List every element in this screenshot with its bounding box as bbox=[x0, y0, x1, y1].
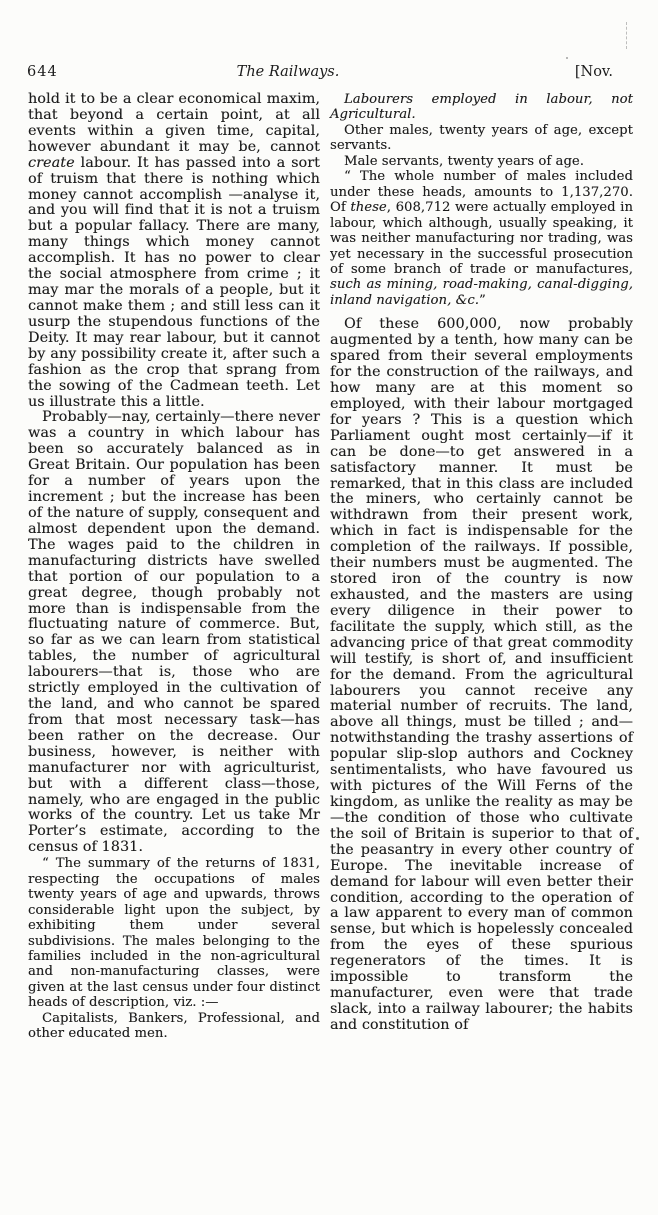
running-head bbox=[0, 64, 658, 86]
paragraph bbox=[330, 169, 633, 308]
text-run: Other males, twenty years of age, except servants. bbox=[330, 122, 633, 154]
text-run: Labourers employed in labour, not Agricultural. bbox=[330, 92, 633, 123]
paragraph bbox=[28, 410, 320, 856]
page-number: 644 bbox=[27, 64, 58, 80]
text-run: these bbox=[350, 200, 387, 216]
paragraph bbox=[330, 154, 633, 169]
text-run: Male servants, twenty years of age. bbox=[344, 153, 585, 169]
text-run: labour. It has passed into a sort of truism that there is nothing which money cannot accomplish —analyse it, and you will find that it is not a truism but a popular fallacy. There are many, many things which money cannot accomplish. It has no power to clear the social atmosphere from crime ; it may mar the morals of a people, but it cannot make them ; and still less can it usurp the stupendous functions of the Deity. It may rear labour, but it cannot by any possibility create it, after such a fashion as the crop that sprang from the sowing of the Cadmean teeth. Let us illustrate this a little. bbox=[28, 154, 320, 410]
scan-artifact-margin-dot bbox=[636, 837, 639, 840]
text-run: hold it to be a clear economical maxim, that beyond a certain point, at all events within a given time, capital, however abundant it may be, cannot bbox=[28, 91, 320, 155]
text-run: create bbox=[28, 154, 75, 171]
text-run: “ The whole number of males included under these heads, amounts to 1,137,270. Of bbox=[330, 169, 633, 216]
paragraph bbox=[28, 92, 320, 410]
text-run: Capitalists, Bankers, Professional, and other educated men. bbox=[28, 1010, 320, 1042]
paragraph bbox=[330, 92, 633, 123]
paragraph bbox=[330, 317, 633, 1033]
paragraph bbox=[28, 1011, 320, 1042]
page-title: The Railways. bbox=[236, 64, 340, 80]
text-run: Of these 600,000, now probably augmented by a tenth, how many can be spared from their several employments for the construction of the railways, and how many are at this moment so employed, with their labour mortgaged for years ? This is a question which Parliament ought most certainly—if it can be done—to get answered in a satisfactory manner. It must be remarked, that in this class are included the miners, who certainly cannot be withdrawn from their present work, which in fact is indispensable for the completion of the railways. If possible, their numbers must be augmented. The stored iron of the country is now exhausted, and the masters are using every diligence in their power to facilitate the supply, which still, as the advancing price of that great commodity will testify, is short of, and insufficient for the demand. From the agricultural labourers you cannot receive any material number of recruits. The land, above all things, must be tilled ; and—notwithstanding the trashy assertions of popular slip-slop authors and Cockney sentimentalists, who have favoured us with pictures of the Will Ferns of the kingdom, as unlike the reality as may be—the condition of those who cultivate the soil of Britain is superior to that of the peasantry in every other country of Europe. The inevitable increase of demand for labour will even better their condition, according to the operation of a law apparent to every man of common sense, but which is hopelessly concealed from the eyes of these spurious regenerators of the times. It is impossible to transform the manufacturer, even were that trade slack, into a railway labourer; the habits and constitution of bbox=[330, 316, 633, 1033]
left-column bbox=[28, 92, 320, 1042]
right-column bbox=[330, 92, 633, 1034]
text-run: ” bbox=[479, 292, 486, 308]
paragraph bbox=[28, 856, 320, 1011]
scan-artifact-speck bbox=[566, 57, 568, 59]
text-run: such as mining, road-making, canal-digging, inland navigation, &c. bbox=[330, 277, 633, 308]
text-run: “ The summary of the returns of 1831, respecting the occupations of males twenty years of age and upwards, throws considerable light upon the subject, by exhibiting them under several subdivisions. The males belonging to the families included in the non-agricultural and non-manufacturing classes, were given at the last census under four distinct heads of description, viz. :— bbox=[28, 856, 320, 1011]
text-run: Probably—nay, certainly—there never was a country in which labour has been so accurately balanced as in Great Britain. Our population has been for a number of years upon the increment ; but the increase has been of the nature of supply, consequent and almost dependent upon the demand. The wages paid to the children in manufacturing districts have swelled that portion of our population to a great degree, though probably not more than is indispensable from the fluctuating nature of commerce. But, so far as we can learn from statistical tables, the number of agricultural labourers—that is, those who are strictly employed in the cultivation of the land, and who cannot be spared from that most necessary task—has been rather on the decrease. Our business, however, is neither with manufacturer nor with agriculturist, but with a different class—those, namely, who are engaged in the public works of the country. Let us take Mr Porter’s estimate, according to the census of 1831. bbox=[28, 409, 320, 856]
text-run: , 608,712 were actually employed in labour, which although, usually speaking, it was neither manufacturing nor trading, was yet necessary in the successful prosecution of some branch of trade or manufactures, bbox=[330, 200, 633, 277]
paragraph bbox=[330, 123, 633, 154]
scan-artifact-dashed-line bbox=[626, 22, 627, 49]
issue-label: [Nov. bbox=[574, 64, 613, 80]
